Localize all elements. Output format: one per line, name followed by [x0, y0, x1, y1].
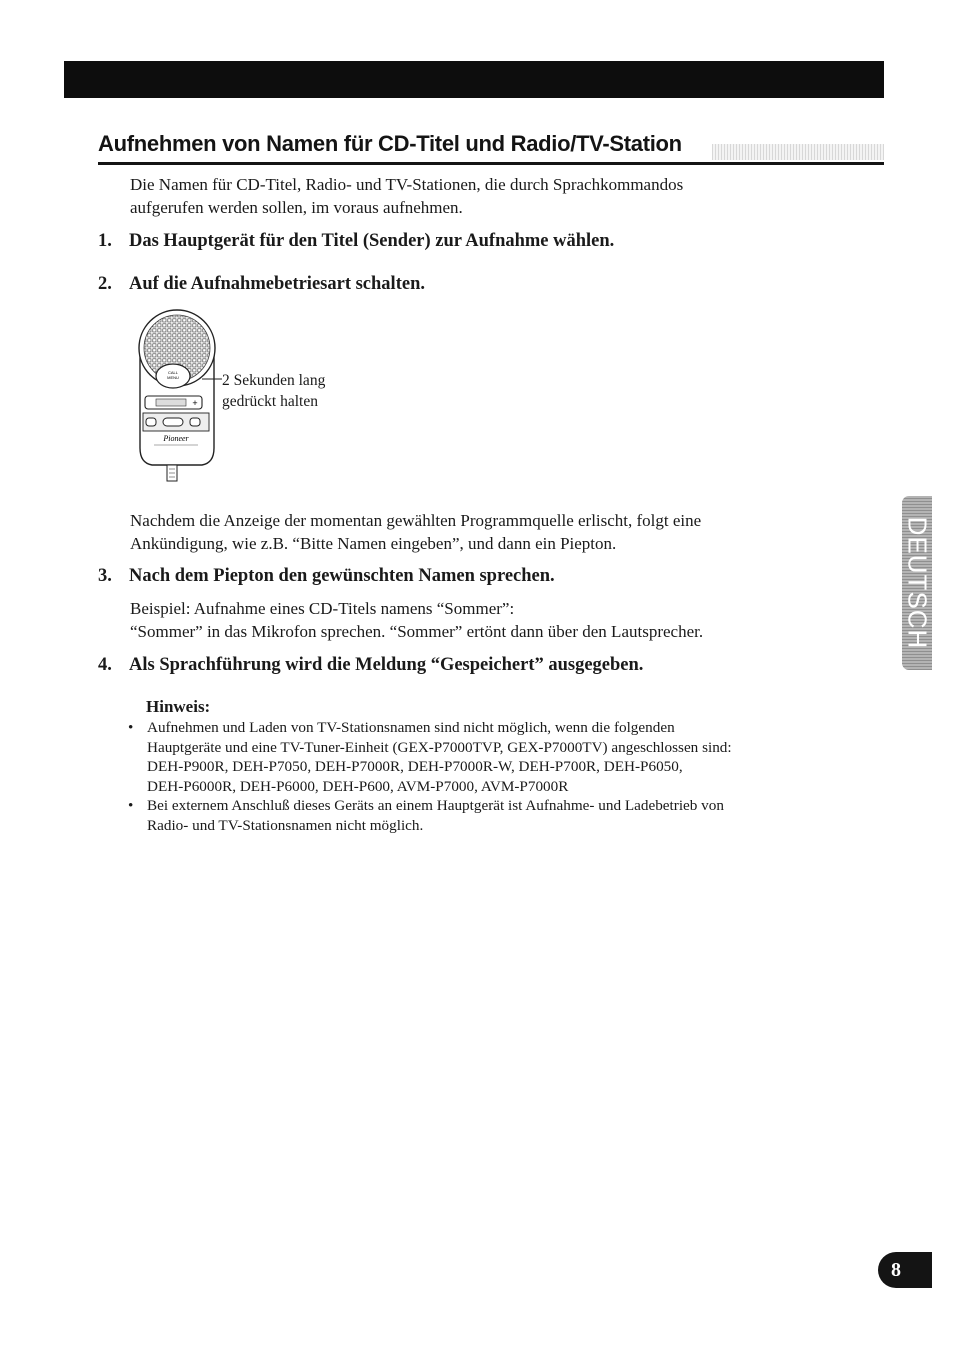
hint-item-1: [128, 718, 848, 796]
language-tab-label: DEUTSCH: [902, 516, 933, 650]
step-4-text: Als Sprachführung wird die Meldung “Gespeichert” ausgegeben.: [129, 655, 644, 675]
callout-line-1: 2 Sekunden lang: [222, 372, 326, 389]
step-4-number: 4.: [98, 655, 112, 675]
bullet-icon: •: [128, 797, 134, 814]
menu-button-label: MENU: [167, 375, 179, 380]
step-2: [98, 274, 425, 295]
svg-text:+: +: [192, 398, 198, 408]
after-step-2-paragraph: [130, 509, 830, 555]
hint-item-1-line-1: Aufnehmen und Laden von TV-Stationsnamen sind nicht möglich, wenn die folgenden: [147, 719, 675, 736]
step-1-number: 1.: [98, 231, 112, 251]
hint-item-2: [128, 796, 848, 835]
header-bar: [64, 61, 884, 98]
step-3-number: 3.: [98, 566, 112, 586]
hint-item-2-line-1: Bei externem Anschluß dieses Geräts an einem Hauptgerät ist Aufnahme- und Ladebetrieb von: [147, 797, 724, 814]
hint-list: [128, 718, 848, 835]
hint-title: Hinweis:: [146, 697, 211, 716]
step-4: [98, 655, 643, 676]
bullet-icon: •: [128, 719, 134, 736]
brand-logo: Pioneer: [163, 434, 189, 443]
page-number: 8: [878, 1252, 932, 1288]
title-shade: [712, 144, 884, 160]
after-step-2-line-2: Ankündigung, wie z.B. “Bitte Namen eingeben”, und dann ein Piepton.: [130, 534, 617, 553]
step-2-number: 2.: [98, 274, 112, 294]
section-title: Aufnehmen von Namen für CD-Titel und Radio/TV-Station: [98, 131, 682, 156]
step-1: [98, 231, 614, 252]
step-2-text: Auf die Aufnahmebetriesart schalten.: [129, 274, 425, 294]
after-step-3-paragraph: [130, 597, 830, 643]
hint-item-1-line-4: DEH-P6000R, DEH-P6000, DEH-P600, AVM-P7000, AVM-P7000R: [147, 777, 569, 795]
callout-line-2: gedrückt halten: [222, 393, 318, 410]
step-3: [98, 566, 555, 587]
step-1-text: Das Hauptgerät für den Titel (Sender) zur Aufnahme wählen.: [129, 231, 615, 251]
hint-item-1-line-3: DEH-P900R, DEH-P7050, DEH-P7000R, DEH-P7000R-W, DEH-P700R, DEH-P6050,: [147, 758, 683, 775]
call-button-label: CALL: [167, 370, 179, 375]
after-step-3-line-1: Beispiel: Aufnahme eines CD-Titels namens “Sommer”:: [130, 599, 515, 618]
hint-item-2-line-2: Radio- und TV-Stationsnamen nicht möglich.: [147, 816, 424, 834]
intro-line-2: aufgerufen werden sollen, im voraus aufnehmen.: [130, 198, 463, 217]
step-3-text: Nach dem Piepton den gewünschten Namen sprechen.: [129, 566, 555, 586]
title-rule: [98, 162, 884, 165]
intro-line-1: Die Namen für CD-Titel, Radio- und TV-Stationen, die durch Sprachkommandos: [130, 175, 684, 194]
hint-item-1-line-2: Hauptgeräte und eine TV-Tuner-Einheit (GEX-P7000TVP, GEX-P7000TV) angeschlossen sind:: [147, 738, 732, 756]
language-tab: [902, 496, 932, 670]
after-step-2-line-1: Nachdem die Anzeige der momentan gewählten Programmquelle erlischt, folgt eine: [130, 511, 702, 530]
remote-microphone-illustration: [132, 308, 222, 483]
intro-paragraph: [130, 173, 830, 219]
device-callout: [222, 370, 325, 412]
after-step-3-line-2: “Sommer” in das Mikrofon sprechen. “Sommer” ertönt dann über den Lautsprecher.: [130, 622, 704, 641]
